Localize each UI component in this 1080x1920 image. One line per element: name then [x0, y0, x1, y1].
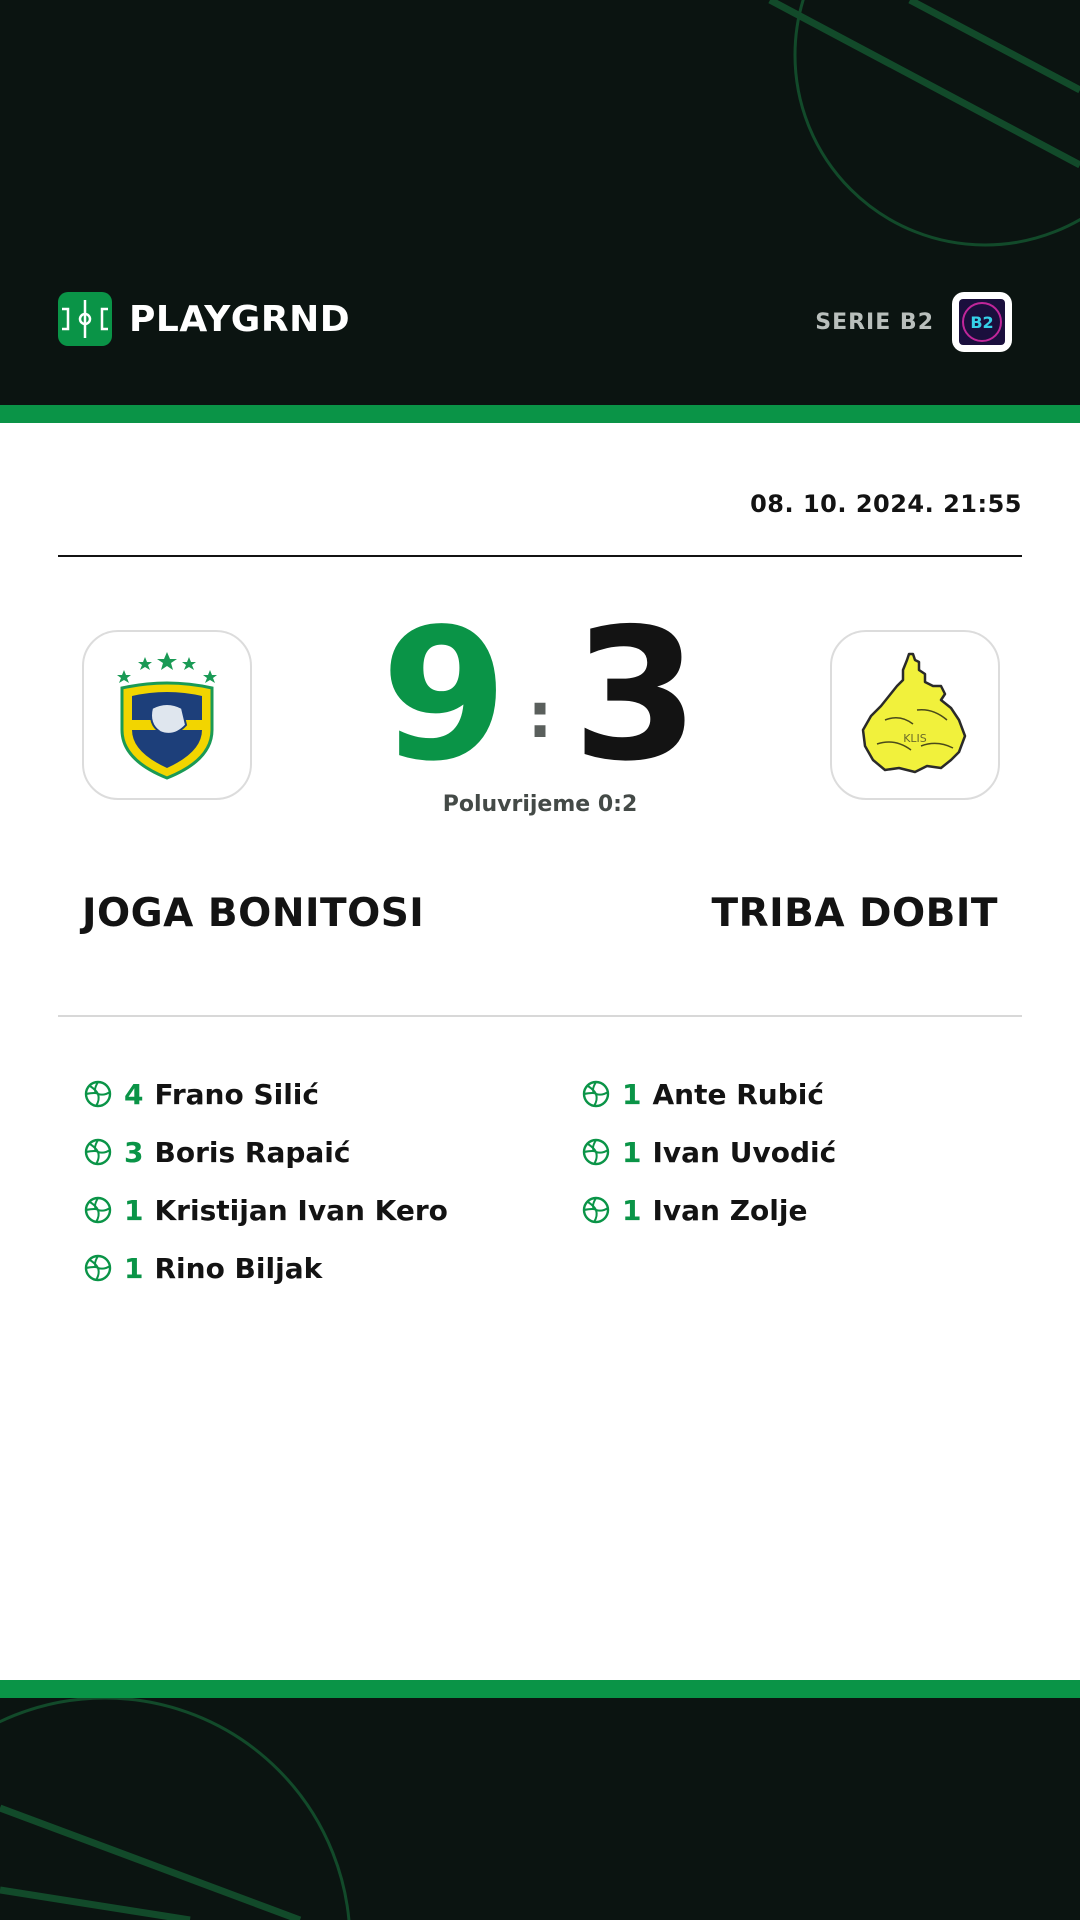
- player-name: Boris Rapaić: [154, 1135, 351, 1169]
- brand[interactable]: [58, 292, 350, 346]
- football-icon: [84, 1196, 112, 1224]
- home-scorers-list: [84, 1065, 524, 1297]
- brand-name: PLAYGRND: [129, 298, 351, 340]
- goal-count: 1: [622, 1193, 642, 1227]
- footer-accent-stripe: [0, 1680, 1080, 1698]
- score-separator: :: [527, 678, 553, 752]
- scoreboard: [340, 589, 740, 801]
- svg-text:KLIS: KLIS: [903, 732, 927, 745]
- header-band: [0, 0, 1080, 405]
- goal-count: 1: [124, 1193, 144, 1227]
- league-name: SERIE B2: [815, 309, 934, 335]
- scorer-row: [582, 1065, 1022, 1123]
- home-score: 9: [380, 589, 508, 801]
- goal-count: 1: [622, 1077, 642, 1111]
- away-score: 3: [572, 589, 700, 801]
- football-icon: [582, 1196, 610, 1224]
- goal-count: 4: [124, 1077, 144, 1111]
- header-accent-stripe: [0, 405, 1080, 423]
- player-name: Ante Rubić: [652, 1077, 824, 1111]
- football-icon: [84, 1138, 112, 1166]
- goal-count: 1: [124, 1251, 144, 1285]
- match-datetime: 08. 10. 2024. 21:55: [750, 490, 1022, 518]
- pitch-lines-decoration: [0, 1698, 1080, 1920]
- player-name: Ivan Zolje: [652, 1193, 808, 1227]
- home-team-crest: [82, 630, 252, 800]
- football-icon: [84, 1080, 112, 1108]
- scorer-row: [84, 1239, 524, 1297]
- football-icon: [582, 1138, 610, 1166]
- svg-text:B2: B2: [970, 313, 994, 332]
- player-name: Kristijan Ivan Kero: [154, 1193, 448, 1227]
- scorer-row: [84, 1181, 524, 1239]
- footer-band: [0, 1698, 1080, 1920]
- football-icon: [582, 1080, 610, 1108]
- away-team-name: TRIBA DOBIT: [711, 891, 998, 936]
- player-name: Rino Biljak: [154, 1251, 323, 1285]
- halftime-score: Poluvrijeme 0:2: [442, 792, 638, 817]
- away-scorers-list: [582, 1065, 1022, 1239]
- scorer-row: [582, 1123, 1022, 1181]
- divider: [58, 555, 1022, 557]
- scorer-row: [84, 1123, 524, 1181]
- away-team-crest: [830, 630, 1000, 800]
- scorer-row: [84, 1065, 524, 1123]
- player-name: Ivan Uvodić: [652, 1135, 837, 1169]
- pitch-icon: [58, 292, 112, 346]
- player-name: Frano Silić: [154, 1077, 319, 1111]
- league[interactable]: [815, 292, 1012, 352]
- scorer-row: [582, 1181, 1022, 1239]
- divider: [58, 1015, 1022, 1017]
- goal-count: 3: [124, 1135, 144, 1169]
- home-crest-icon: [112, 650, 222, 780]
- football-icon: [84, 1254, 112, 1282]
- league-logo: [952, 292, 1012, 352]
- away-crest-icon: [855, 650, 975, 780]
- goal-count: 1: [622, 1135, 642, 1169]
- home-team-name: JOGA BONITOSI: [82, 891, 425, 936]
- league-logo-icon: [959, 299, 1005, 345]
